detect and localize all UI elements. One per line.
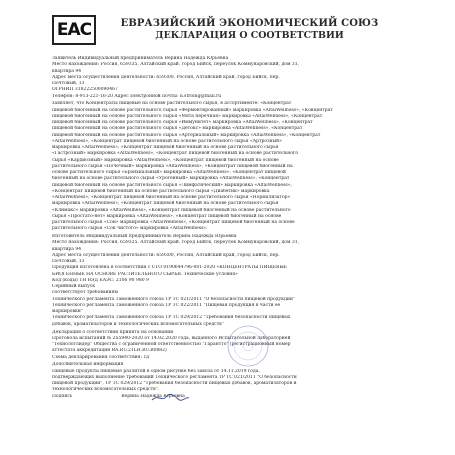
body-line: Технического регламента Таможенного союза ТР ТС 021/2011 "О безопасности пищевой продукции" [52,296,295,302]
body-line: ОГРНИП 318222500090467 [52,87,118,93]
body-line: аттестата аккредитации RA.RU.21LH.RU.B0882) [52,348,167,354]
body-line: Технического регламента Таможенного союза ТР ТС 029/2012 "Требования безопасности пищевых [52,315,291,321]
body-line: Пищевые продукты пищевые разлитой в одном рисунке без завоза от 14.11.2019 года, [52,368,260,374]
body-line: БИОГЕННЫЕ НА ОСНОВЕ РАСТИТЕЛЬНОГО СЫРЬЯ. Технические условия» [52,271,238,277]
body-line: «AltaiWellness», «Концентрат пищевой биогенный на основе растительного сырья «Артрозный» [52,138,282,144]
body-line: Схема декларирования соответствия: 1д [52,354,150,360]
body-line: растительного сырья «Почечный» маркировка «AltaiWellness», «Концентрат пищевой биогенный на [52,163,293,169]
body-line: Место нахождения: Россия, 659335, Алтайский край, город Бийск, переулок Коммунаровский, дом 31, [52,62,300,68]
body-line: Почтовый, 13 [52,259,85,265]
body-line: «Гастрозный» маркировка «AltaiWellness», «Концентрат пищевой биогенный на основе растительного [52,151,299,157]
body-line: «Концентрат пищевой биогенный на основе растительного сырья «Диабетик» маркировка [52,188,270,194]
body-line: "Технологлидер" Общества с ограниченной ответственностью "Гарантто" (регистрационный номер [52,342,291,348]
body-line: маркировка «AltaiWellness», «Концентрат пищевой биогенный на основе растительного сырья [52,201,279,207]
title-block [96,18,403,42]
signatory-name: Верина Надежда Юрьевна [121,393,185,399]
body-line: Протокола испытаний № 2S5940-2020 от 14.02.2020 года, выданного Испытательной лабораторией [52,335,291,341]
seal-stamp [226,324,270,368]
body-line: растительного сырья «Сок чистого» маркировка «AltaiWellness». [52,226,208,232]
body-line: Код (коды) ТН ВЭД ЕАЭС: 2106 90 980 9 [52,277,149,283]
body-line: Адрес места осуществления деятельности: 659300, Россия, Алтайский край, город Бийск, пер. [52,252,280,258]
body-line: Почтовый, 13 [52,81,85,86]
body-line: маркировка «AltaiWellness», «Концентрат пищевой биогенный на основе растительного сырья [52,145,279,151]
body-line: Технического регламента Таможенного союза ТР ТС 022/2011 "Пищевая продукция в части ее [52,302,281,308]
body-line: квартира 94 [52,246,82,252]
document-title: ЕВРАЗИЙСКИЙ ЭКОНОМИЧЕСКИЙ СОЮЗ [120,18,379,29]
body-line: маркировки" [52,309,83,315]
body-line: добавок, ароматизаторов и технологических вспомогательных средств" [52,321,224,327]
body-line: растительного сырья «Сон» маркировка «AltaiWellness», «Концентрат пищевой биогенный на основе [52,220,295,226]
body-line: Продукция изготовлена в соответствии с СТО 0190644796-001-2020 «КОНЦЕНТРАТЫ ПИЩЕВЫЕ [52,265,288,271]
body-line: Дополнительная информация [52,362,124,368]
body-line: Серийный выпуск [52,284,96,290]
body-line: пищевой биогенный на основе растительного сырья «Артериальный» маркировка «AltaiWellness», «Концентрат [52,132,321,138]
body-line: Телефон: 8-913-221-16-20 Адрес электронной почты: n.stroing@mail.ru [52,93,222,99]
body-line: соответствует требованиям [52,290,118,296]
body-line: подтверждающих выполнение требований Технического регламента ТР ТС 021/2011 "О безопасности [52,374,297,380]
body-line: заявляет, что Концентраты пищевые на основе растительного сырья, в ассортименте: «Концентрат [52,101,292,107]
eac-logo: EAC [52,15,96,45]
body-line: «AltaiWellness», «Концентрат пищевой биогенный на основе растительного сырья «Нормализатор» [52,195,291,201]
body-line: пищевой биогенный на основе растительного сырья «Иммунитет» маркировка «AltaiWellness», «Концентрат [52,120,313,126]
body-line: Изготовитель Индивидуальный предприниматель Верина Надежда Юрьевна [52,234,237,240]
body-line: технологических вспомогательных средств". [52,387,160,393]
body-line: Декларация о соответствии принята на основании [52,329,174,335]
body-line: пищевой биогенный на основе растительного сырья «Мята перечная» маркировка «AltaiWellness», «Концентрат [52,113,323,119]
body-line: квартира 94 [52,68,82,74]
document-header [52,4,403,56]
body-line: сырья «Кардиозный» маркировка «AltaiWellness», «Концентрат пищевой биогенный на основе [52,157,279,163]
document-subtitle: ДЕКЛАРАЦИЯ О СООТВЕТСТВИИ [155,30,344,41]
body-line: «Климакс» маркировка «AltaiWellness», «Концентрат пищевой биогенный на основе растительного [52,207,291,213]
body-line: пищевой биогенный на основе растительного сырья «Детокс» маркировка «AltaiWellness», «Концентрат [52,126,303,132]
body-line: биогенный на основе растительного сырья «Урогенный» маркировка «AltaiWellness», «Концентрат [52,176,290,182]
handwritten-signature [150,393,190,403]
body-line: пищевой продукции", ТР ТС 029/2012 "Требования безопасности пищевых добавок, ароматизаторов и [52,381,297,387]
signature-label: Подпись [52,393,73,399]
body-line: Адрес места осуществления деятельности: 659300, Россия, Алтайский край, город Бийск, пер. [52,74,280,80]
body-line: Заявитель Индивидуальный предприниматель Верина Надежда Юрьевна [52,56,229,61]
body-line: Место нахождения: Россия, 659335, Алтайский край, город Бийск, переулок Коммунаровский, дом 31, [52,240,300,246]
body-line: основе растительного сырья «Бронхиальный» маркировка «AltaiWellness», «Концентрат пищевой [52,170,286,176]
signature-row [52,394,403,400]
body-line: пищевой биогенный на основе растительного сырья «Лимфатический» маркировка «AltaiWellness», [52,182,292,188]
body-line: пищевой биогенный на основе растительного сырья «Ферментированный» маркировка «AltaiWellness», «Концентрат [52,107,333,113]
body-line: сырья «Простато-нет» маркировка «AltaiWellness», «Концентрат пищевой биогенный на основе [52,213,282,219]
